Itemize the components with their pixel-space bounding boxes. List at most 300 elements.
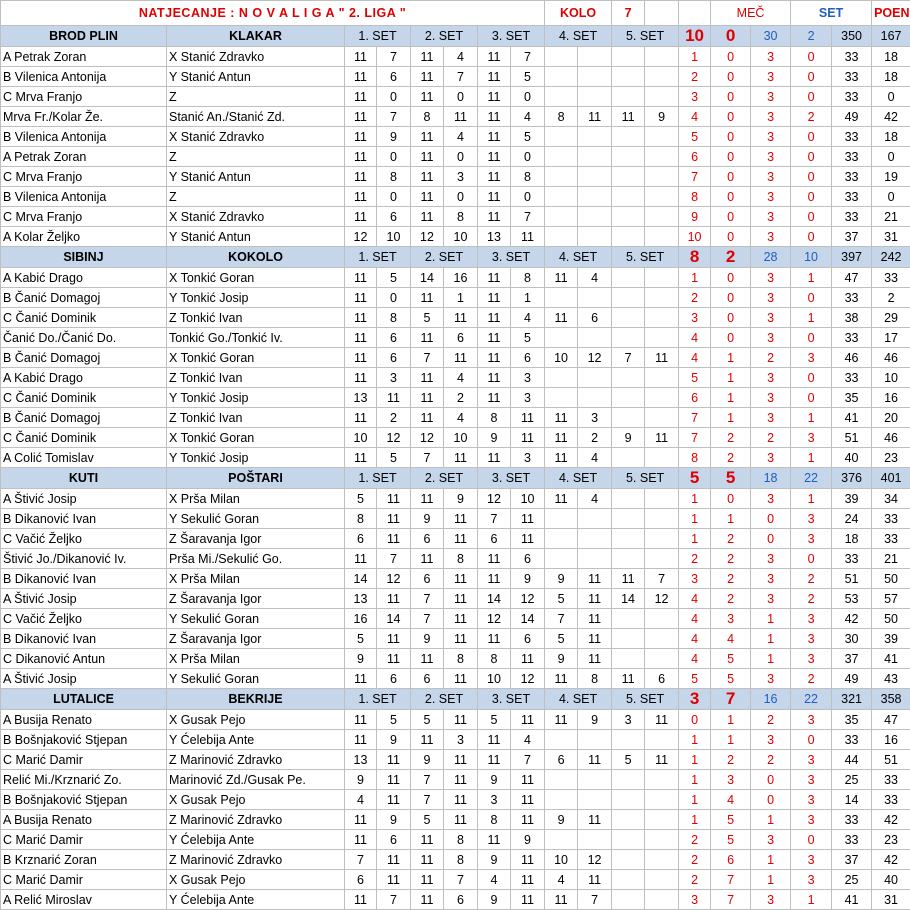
home-player: A Colić Tomislav (1, 448, 167, 468)
set-score: 14 (478, 589, 511, 609)
points-away: 42 (872, 850, 910, 870)
sets-won-home: 2 (751, 710, 791, 730)
poen-label: POEN (872, 1, 910, 26)
set-score: 6 (377, 67, 411, 87)
points-home: 51 (832, 569, 872, 589)
set-score: 0 (511, 187, 545, 207)
game-row (1, 127, 910, 147)
points-away: 31 (872, 890, 910, 910)
points-home: 25 (832, 870, 872, 890)
set-score: 7 (444, 67, 478, 87)
set-score: 11 (345, 127, 377, 147)
set-score: 12 (377, 569, 411, 589)
set-score: 11 (444, 348, 478, 368)
set-score: 11 (545, 428, 578, 448)
home-player: C Marić Damir (1, 750, 167, 770)
sets-won-away: 0 (791, 328, 832, 348)
set-score (545, 328, 578, 348)
set-score: 11 (578, 589, 612, 609)
home-player: A Štivić Josip (1, 669, 167, 689)
set-score: 9 (511, 569, 545, 589)
sets-total-away: 2 (791, 26, 832, 47)
set-score: 9 (377, 810, 411, 830)
running-match-away: 1 (711, 368, 751, 388)
sets-won-away: 0 (791, 127, 832, 147)
points-away: 23 (872, 448, 910, 468)
home-player: B Krznarić Zoran (1, 850, 167, 870)
away-team-name: KOKOLO (167, 247, 345, 268)
points-home: 37 (832, 649, 872, 669)
set-score: 7 (645, 569, 679, 589)
sets-won-away: 3 (791, 529, 832, 549)
set-score: 11 (377, 850, 411, 870)
set-column-header: 4. SET (545, 247, 612, 268)
sets-won-home: 3 (751, 448, 791, 468)
sets-won-away: 1 (791, 890, 832, 910)
set-score: 9 (612, 428, 645, 448)
set-score (645, 167, 679, 187)
home-player: A Petrak Zoran (1, 47, 167, 67)
set-score (578, 147, 612, 167)
set-score: 5 (411, 308, 444, 328)
running-match-away: 5 (711, 810, 751, 830)
running-match-home: 6 (679, 388, 711, 408)
set-score: 8 (578, 669, 612, 689)
set-score (645, 47, 679, 67)
set-score (578, 67, 612, 87)
running-match-home: 5 (679, 669, 711, 689)
running-match-home: 3 (679, 890, 711, 910)
running-match-home: 4 (679, 348, 711, 368)
set-score (645, 629, 679, 649)
set-score: 11 (411, 127, 444, 147)
set-score: 11 (345, 830, 377, 850)
sets-won-away: 2 (791, 669, 832, 689)
points-total-away: 358 (872, 689, 910, 710)
away-player: Z Tonkić Ivan (167, 408, 345, 428)
running-match-away: 3 (711, 770, 751, 790)
set-score (578, 790, 612, 810)
set-score: 11 (411, 87, 444, 107)
home-player: Čanić Do./Čanić Do. (1, 328, 167, 348)
home-team-name: LUTALICE (1, 689, 167, 710)
set-score: 13 (345, 750, 377, 770)
set-column-header: 5. SET (612, 26, 679, 47)
set-score: 9 (578, 710, 612, 730)
set-score: 0 (511, 87, 545, 107)
game-row (1, 509, 910, 529)
points-home: 41 (832, 408, 872, 428)
running-match-away: 5 (711, 830, 751, 850)
sets-won-home: 3 (751, 408, 791, 428)
home-player: B Vilenica Antonija (1, 67, 167, 87)
set-score: 11 (478, 67, 511, 87)
running-match-home: 9 (679, 207, 711, 227)
home-player: B Bošnjaković Stjepan (1, 730, 167, 750)
set-score: 12 (645, 589, 679, 609)
points-home: 37 (832, 227, 872, 247)
set-score (645, 649, 679, 669)
match-score-home: 8 (679, 247, 711, 268)
set-score: 8 (444, 850, 478, 870)
set-score: 11 (377, 870, 411, 890)
kolo-value: 7 (612, 1, 645, 26)
game-row (1, 870, 910, 890)
away-player: Z (167, 87, 345, 107)
set-score: 10 (511, 489, 545, 509)
set-score: 11 (478, 830, 511, 850)
running-match-home: 10 (679, 227, 711, 247)
set-score: 7 (444, 870, 478, 890)
home-player: B Vilenica Antonija (1, 127, 167, 147)
set-score (645, 408, 679, 428)
sets-won-home: 3 (751, 127, 791, 147)
set-score (545, 147, 578, 167)
set-score: 11 (578, 810, 612, 830)
set-score: 10 (545, 850, 578, 870)
set-column-header: 2. SET (411, 26, 478, 47)
sets-won-home: 1 (751, 870, 791, 890)
set-score: 6 (478, 529, 511, 549)
sets-won-home: 3 (751, 830, 791, 850)
set-score (612, 368, 645, 388)
points-home: 35 (832, 388, 872, 408)
set-score (645, 890, 679, 910)
sets-won-home: 2 (751, 348, 791, 368)
set-score: 9 (478, 890, 511, 910)
away-team-name: BEKRIJE (167, 689, 345, 710)
set-score: 5 (545, 589, 578, 609)
set-score: 11 (545, 408, 578, 428)
points-away: 50 (872, 569, 910, 589)
set-score: 12 (478, 609, 511, 629)
set-score (612, 489, 645, 509)
home-player: A Petrak Zoran (1, 147, 167, 167)
set-score: 13 (345, 388, 377, 408)
game-row (1, 47, 910, 67)
sets-won-away: 0 (791, 67, 832, 87)
set-score: 10 (345, 428, 377, 448)
away-player: Z Marinović Zdravko (167, 750, 345, 770)
away-player: Z Tonkić Ivan (167, 368, 345, 388)
set-score: 6 (377, 830, 411, 850)
set-score: 11 (545, 669, 578, 689)
set-score: 11 (345, 448, 377, 468)
set-score: 8 (444, 649, 478, 669)
set-score (545, 790, 578, 810)
set-score: 13 (345, 589, 377, 609)
set-score (545, 730, 578, 750)
sets-won-home: 3 (751, 147, 791, 167)
away-player: X Prša Milan (167, 569, 345, 589)
set-score (612, 308, 645, 328)
away-player: X Prša Milan (167, 649, 345, 669)
sets-won-away: 3 (791, 810, 832, 830)
set-score: 7 (545, 609, 578, 629)
set-score: 11 (411, 649, 444, 669)
set-score: 11 (345, 730, 377, 750)
points-total-away: 167 (872, 26, 910, 47)
set-score: 11 (411, 207, 444, 227)
points-away: 18 (872, 47, 910, 67)
set-score: 11 (444, 529, 478, 549)
set-score: 11 (345, 368, 377, 388)
set-score: 11 (545, 448, 578, 468)
running-match-away: 0 (711, 167, 751, 187)
set-score: 5 (377, 268, 411, 288)
sets-won-home: 3 (751, 890, 791, 910)
points-home: 40 (832, 448, 872, 468)
set-score (612, 328, 645, 348)
set-score: 11 (511, 509, 545, 529)
away-player: Prša Mi./Sekulić Go. (167, 549, 345, 569)
set-score: 10 (444, 227, 478, 247)
points-home: 18 (832, 529, 872, 549)
set-score (645, 207, 679, 227)
set-score: 7 (377, 890, 411, 910)
points-away: 19 (872, 167, 910, 187)
sets-won-home: 0 (751, 770, 791, 790)
game-row (1, 87, 910, 107)
points-away: 0 (872, 187, 910, 207)
set-score: 11 (511, 890, 545, 910)
set-score: 12 (411, 227, 444, 247)
set-score: 8 (545, 107, 578, 127)
set-score: 16 (444, 268, 478, 288)
set-score: 11 (578, 649, 612, 669)
points-away: 0 (872, 147, 910, 167)
set-score (645, 870, 679, 890)
away-player: Z Šaravanja Igor (167, 529, 345, 549)
set-score: 3 (444, 730, 478, 750)
set-score: 16 (345, 609, 377, 629)
points-away: 42 (872, 107, 910, 127)
set-score: 9 (345, 649, 377, 669)
set-score: 11 (377, 750, 411, 770)
set-score: 11 (511, 408, 545, 428)
sets-won-away: 0 (791, 549, 832, 569)
set-score: 7 (377, 107, 411, 127)
running-match-away: 0 (711, 127, 751, 147)
set-score: 11 (377, 529, 411, 549)
set-score: 8 (444, 830, 478, 850)
set-column-header: 1. SET (345, 468, 411, 489)
set-score: 11 (377, 509, 411, 529)
empty-cell (645, 1, 679, 26)
sets-total-home: 28 (751, 247, 791, 268)
set-score: 11 (444, 589, 478, 609)
sets-total-away: 22 (791, 468, 832, 489)
set-score: 6 (377, 328, 411, 348)
points-away: 17 (872, 328, 910, 348)
set-score (545, 368, 578, 388)
set-score: 11 (645, 348, 679, 368)
set-score: 3 (377, 368, 411, 388)
set-score: 3 (511, 448, 545, 468)
set-score: 11 (645, 710, 679, 730)
running-match-away: 0 (711, 47, 751, 67)
away-player: Stanić An./Stanić Zd. (167, 107, 345, 127)
game-row (1, 669, 910, 689)
points-away: 18 (872, 67, 910, 87)
set-score: 11 (444, 669, 478, 689)
set-score: 4 (511, 730, 545, 750)
game-row (1, 428, 910, 448)
set-score: 11 (345, 67, 377, 87)
set-score (645, 127, 679, 147)
points-home: 33 (832, 167, 872, 187)
set-score: 11 (411, 147, 444, 167)
sets-won-away: 0 (791, 388, 832, 408)
set-score (645, 830, 679, 850)
sets-won-away: 3 (791, 509, 832, 529)
points-away: 18 (872, 127, 910, 147)
set-score: 11 (478, 388, 511, 408)
sets-won-away: 3 (791, 870, 832, 890)
set-score (612, 127, 645, 147)
sets-won-home: 0 (751, 790, 791, 810)
set-score: 11 (411, 388, 444, 408)
set-score: 6 (345, 529, 377, 549)
set-score: 7 (511, 207, 545, 227)
away-player: Y Ćelebija Ante (167, 890, 345, 910)
set-score: 2 (444, 388, 478, 408)
game-row (1, 388, 910, 408)
set-score (612, 268, 645, 288)
set-score: 6 (545, 750, 578, 770)
set-score (545, 207, 578, 227)
running-match-away: 0 (711, 87, 751, 107)
set-score: 8 (377, 167, 411, 187)
set-score (612, 509, 645, 529)
set-score (545, 830, 578, 850)
set-score (545, 529, 578, 549)
set-score: 12 (511, 669, 545, 689)
set-score: 11 (345, 268, 377, 288)
running-match-away: 2 (711, 750, 751, 770)
set-score: 11 (377, 629, 411, 649)
points-home: 39 (832, 489, 872, 509)
away-player: Y Stanić Antun (167, 67, 345, 87)
points-away: 46 (872, 428, 910, 448)
set-column-header: 3. SET (478, 247, 545, 268)
set-score: 0 (377, 187, 411, 207)
match-header-row (1, 689, 910, 710)
set-score: 4 (578, 268, 612, 288)
set-score (645, 770, 679, 790)
home-player: C Mrva Franjo (1, 167, 167, 187)
points-away: 2 (872, 288, 910, 308)
set-score: 11 (345, 167, 377, 187)
running-match-home: 3 (679, 308, 711, 328)
set-column-header: 3. SET (478, 26, 545, 47)
set-score: 10 (545, 348, 578, 368)
away-player: Z (167, 147, 345, 167)
home-team-name: KUTI (1, 468, 167, 489)
set-score (645, 147, 679, 167)
set-score: 11 (511, 529, 545, 549)
set-score: 11 (411, 67, 444, 87)
set-score: 9 (645, 107, 679, 127)
set-score (578, 288, 612, 308)
away-player: Y Stanić Antun (167, 227, 345, 247)
running-match-home: 1 (679, 750, 711, 770)
set-score: 12 (377, 428, 411, 448)
points-home: 30 (832, 629, 872, 649)
points-away: 29 (872, 308, 910, 328)
sets-won-home: 3 (751, 388, 791, 408)
set-score: 11 (411, 549, 444, 569)
set-score: 9 (478, 850, 511, 870)
running-match-away: 5 (711, 649, 751, 669)
points-total-home: 321 (832, 689, 872, 710)
home-player: A Relić Miroslav (1, 890, 167, 910)
set-score: 5 (345, 489, 377, 509)
points-home: 53 (832, 589, 872, 609)
sets-won-away: 0 (791, 47, 832, 67)
points-home: 38 (832, 308, 872, 328)
points-total-home: 350 (832, 26, 872, 47)
match-score-away: 0 (711, 26, 751, 47)
set-score (612, 609, 645, 629)
set-score: 11 (377, 649, 411, 669)
sets-won-away: 3 (791, 710, 832, 730)
set-score: 6 (345, 870, 377, 890)
set-score: 11 (444, 308, 478, 328)
set-score: 3 (444, 167, 478, 187)
running-match-away: 1 (711, 388, 751, 408)
set-score: 8 (411, 107, 444, 127)
running-match-home: 1 (679, 730, 711, 750)
set-score: 11 (511, 810, 545, 830)
points-away: 0 (872, 87, 910, 107)
set-score: 6 (411, 669, 444, 689)
set-score: 2 (377, 408, 411, 428)
sets-total-home: 18 (751, 468, 791, 489)
sets-won-away: 1 (791, 489, 832, 509)
sets-won-away: 0 (791, 288, 832, 308)
points-home: 33 (832, 328, 872, 348)
points-home: 33 (832, 730, 872, 750)
set-score: 8 (511, 268, 545, 288)
set-score: 11 (411, 890, 444, 910)
points-away: 23 (872, 830, 910, 850)
set-score (645, 850, 679, 870)
set-score (612, 448, 645, 468)
set-score: 7 (411, 589, 444, 609)
home-player: B Bošnjaković Stjepan (1, 790, 167, 810)
set-score (645, 308, 679, 328)
running-match-home: 7 (679, 167, 711, 187)
away-player: X Gusak Pejo (167, 870, 345, 890)
set-score: 8 (511, 167, 545, 187)
points-away: 10 (872, 368, 910, 388)
set-score (578, 47, 612, 67)
running-match-away: 2 (711, 529, 751, 549)
set-score (645, 368, 679, 388)
set-score: 2 (578, 428, 612, 448)
set-score: 10 (377, 227, 411, 247)
set-score: 6 (511, 348, 545, 368)
game-row (1, 328, 910, 348)
points-home: 33 (832, 810, 872, 830)
set-score: 4 (545, 870, 578, 890)
set-score: 11 (444, 629, 478, 649)
home-player: Mrva Fr./Kolar Že. (1, 107, 167, 127)
game-row (1, 710, 910, 730)
home-player: C Marić Damir (1, 830, 167, 850)
points-home: 47 (832, 268, 872, 288)
